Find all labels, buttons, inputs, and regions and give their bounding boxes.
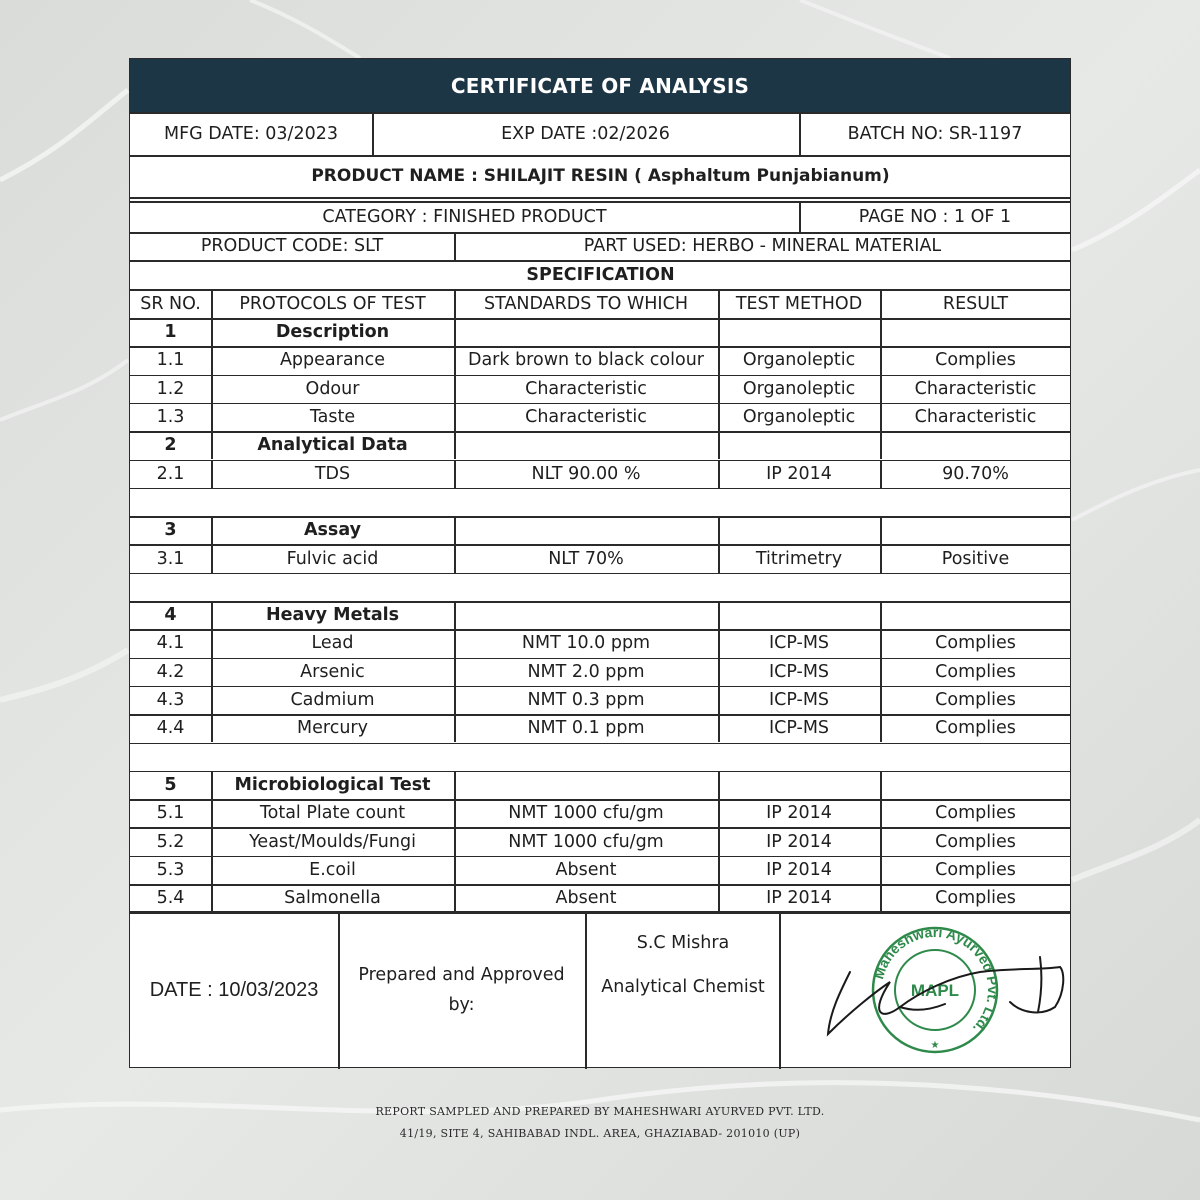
rule <box>718 346 720 374</box>
rule <box>880 856 882 884</box>
sr-no-cell: 3 <box>164 520 177 541</box>
rule <box>130 197 1071 199</box>
method-cell: ICP-MS <box>768 633 830 654</box>
sr-no-cell: 1.2 <box>156 378 185 399</box>
rule <box>454 714 456 742</box>
protocol-cell: Odour <box>305 378 360 399</box>
rule <box>454 629 456 657</box>
rule <box>880 375 882 403</box>
rule <box>211 686 213 714</box>
protocol-cell: Analytical Data <box>257 435 408 456</box>
rule <box>718 544 720 572</box>
standard-cell <box>454 601 718 629</box>
rule <box>130 112 1071 114</box>
rule <box>880 403 882 431</box>
protocol-cell: Fulvic acid <box>286 548 379 569</box>
rule <box>718 403 720 431</box>
rule <box>211 289 213 318</box>
sr-no-cell: 5.3 <box>156 859 185 880</box>
rule <box>880 827 882 855</box>
rule <box>372 113 374 155</box>
standard-cell: NMT 10.0 ppm <box>521 633 651 654</box>
rule <box>880 601 882 629</box>
rule <box>880 289 882 318</box>
rule <box>718 375 720 403</box>
protocol-cell: Total Plate count <box>259 803 406 824</box>
rule <box>211 658 213 686</box>
rule <box>718 516 720 544</box>
category: CATEGORY : FINISHED PRODUCT <box>322 206 607 227</box>
standard-cell <box>454 431 718 459</box>
rule <box>130 232 1071 234</box>
method-cell <box>718 431 880 459</box>
rule <box>211 771 213 799</box>
rule <box>718 856 720 884</box>
method-cell: IP 2014 <box>766 831 832 852</box>
protocol-cell: Assay <box>303 520 362 541</box>
protocol-cell: Mercury <box>297 718 368 739</box>
method-cell: Organoleptic <box>742 378 856 399</box>
rule <box>454 884 456 912</box>
certificate-title: CERTIFICATE OF ANALYSIS <box>130 59 1070 112</box>
method-cell: IP 2014 <box>766 463 832 484</box>
stamp-star-icon: ★ <box>930 1040 940 1051</box>
protocol-cell: Yeast/Moulds/Fungi <box>249 831 416 852</box>
result-cell: Characteristic <box>914 378 1037 399</box>
rule <box>718 686 720 714</box>
method-cell <box>718 318 880 346</box>
rule <box>211 460 213 488</box>
method-cell <box>718 601 880 629</box>
result-cell: Positive <box>941 548 1010 569</box>
method-cell: ICP-MS <box>768 718 830 739</box>
result-cell <box>880 601 1071 629</box>
protocol-cell: Appearance <box>279 350 386 371</box>
signature-and-stamp <box>780 912 1070 1067</box>
rule <box>211 403 213 431</box>
rule <box>211 346 213 374</box>
product-name: PRODUCT NAME : SHILAJIT RESIN ( Asphaltum Punjabianum) <box>311 166 890 186</box>
protocol-cell: Salmonella <box>284 888 381 909</box>
method-cell: Organoleptic <box>742 407 856 428</box>
rule <box>718 431 720 459</box>
standard-cell: Characteristic <box>525 378 647 399</box>
rule <box>211 544 213 572</box>
sr-no-cell: 4.4 <box>156 718 185 739</box>
rule <box>454 375 456 403</box>
result-cell <box>880 516 1071 544</box>
sr-no-cell: 4.1 <box>156 633 185 654</box>
prepared-approved-by: Prepared and Approved by: <box>358 965 565 1015</box>
rule <box>880 460 882 488</box>
rule <box>718 658 720 686</box>
footer-line-2: 41/19, SITE 4, SAHIBABAD INDL. AREA, GHAZIABAD- 201010 (UP) <box>399 1127 801 1140</box>
rule <box>880 431 882 459</box>
rule <box>880 686 882 714</box>
rule <box>454 516 456 544</box>
rule <box>454 460 456 488</box>
batch-no: BATCH NO: SR-1197 <box>847 124 1023 144</box>
result-cell: Complies <box>935 888 1016 909</box>
result-cell: Characteristic <box>914 407 1037 428</box>
sr-no-cell: 5 <box>164 774 177 795</box>
chemist-name: S.C Mishra <box>636 933 730 953</box>
report-date: DATE : 10/03/2023 <box>149 978 319 1001</box>
rule <box>130 260 1071 262</box>
rule <box>718 714 720 742</box>
page-number: PAGE NO : 1 OF 1 <box>858 206 1012 227</box>
rule <box>880 771 882 799</box>
protocol-cell: Taste <box>309 407 356 428</box>
result-cell: Complies <box>935 661 1016 682</box>
rule <box>211 375 213 403</box>
protocol-cell: Heavy Metals <box>265 605 400 626</box>
standard-cell <box>454 318 718 346</box>
exp-date: EXP DATE :02/2026 <box>501 124 670 144</box>
rule <box>454 289 456 318</box>
result-cell <box>880 431 1071 459</box>
rule <box>211 629 213 657</box>
sr-no-cell: 4.2 <box>156 661 185 682</box>
rule <box>130 912 1071 914</box>
stamp-center-text: MAPL <box>910 981 960 1000</box>
company-stamp <box>870 924 1001 1052</box>
result-cell: Complies <box>935 831 1016 852</box>
rule <box>211 799 213 827</box>
sr-no-cell: 5.2 <box>156 831 185 852</box>
method-cell <box>718 516 880 544</box>
rule <box>454 658 456 686</box>
rule <box>211 714 213 742</box>
standard-cell <box>454 516 718 544</box>
standard-cell: Absent <box>555 859 617 880</box>
rule <box>454 346 456 374</box>
rule <box>211 827 213 855</box>
standard-cell: NMT 2.0 ppm <box>527 661 645 682</box>
rule <box>880 658 882 686</box>
column-header-standard: STANDARDS TO WHICH <box>484 293 688 314</box>
method-cell: IP 2014 <box>766 888 832 909</box>
protocol-cell: E.coil <box>309 859 356 880</box>
rule <box>454 232 456 260</box>
sr-no-cell: 2 <box>164 435 177 456</box>
part-used: PART USED: HERBO - MINERAL MATERIAL <box>583 236 942 256</box>
rule <box>718 289 720 318</box>
rule <box>880 346 882 374</box>
rule <box>718 629 720 657</box>
method-cell <box>718 771 880 799</box>
sr-no-cell: 4.3 <box>156 690 185 711</box>
result-cell: Complies <box>935 633 1016 654</box>
standard-cell: NMT 0.3 ppm <box>527 690 645 711</box>
result-cell: Complies <box>935 803 1016 824</box>
rule <box>454 686 456 714</box>
rule <box>880 714 882 742</box>
rule <box>718 460 720 488</box>
rule <box>799 201 801 232</box>
standard-cell: NMT 0.1 ppm <box>527 718 645 739</box>
rule <box>880 544 882 572</box>
sr-no-cell: 1 <box>164 322 177 343</box>
method-cell: IP 2014 <box>766 859 832 880</box>
sr-no-cell: 1.1 <box>156 350 185 371</box>
product-code: PRODUCT CODE: SLT <box>200 236 384 256</box>
method-cell: IP 2014 <box>766 803 832 824</box>
specification-heading: SPECIFICATION <box>526 264 675 285</box>
rule <box>130 488 1071 490</box>
protocol-cell: Microbiological Test <box>234 774 431 795</box>
standard-cell <box>454 771 718 799</box>
rule <box>130 743 1071 745</box>
sr-no-cell: 2.1 <box>156 463 185 484</box>
rule <box>211 884 213 912</box>
standard-cell: Characteristic <box>525 407 647 428</box>
method-cell: Titrimetry <box>755 548 843 569</box>
protocol-cell: Description <box>275 322 390 343</box>
rule <box>454 827 456 855</box>
standard-cell: Absent <box>555 888 617 909</box>
standard-cell: NMT 1000 cfu/gm <box>508 803 664 824</box>
result-cell: Complies <box>935 718 1016 739</box>
method-cell: Organoleptic <box>742 350 856 371</box>
protocol-cell: TDS <box>314 463 351 484</box>
rule <box>799 113 801 155</box>
sr-no-cell: 1.3 <box>156 407 185 428</box>
chemist-title: Analytical Chemist <box>601 977 765 997</box>
rule <box>718 601 720 629</box>
rule <box>454 431 456 459</box>
rule <box>718 318 720 346</box>
column-header-protocol: PROTOCOLS OF TEST <box>239 293 426 314</box>
rule <box>718 884 720 912</box>
rule <box>454 856 456 884</box>
column-header-result: RESULT <box>942 293 1009 314</box>
rule <box>718 827 720 855</box>
rule <box>718 799 720 827</box>
rule <box>211 516 213 544</box>
rule <box>130 573 1071 575</box>
rule <box>454 601 456 629</box>
rule <box>211 431 213 459</box>
sr-no-cell: 5.4 <box>156 888 185 909</box>
standard-cell: NLT 70% <box>548 548 624 569</box>
rule <box>130 155 1071 157</box>
rule <box>130 201 1071 203</box>
sr-no-cell: 4 <box>164 605 177 626</box>
protocol-cell: Arsenic <box>300 661 365 682</box>
method-cell: ICP-MS <box>768 661 830 682</box>
rule <box>211 601 213 629</box>
rule <box>338 911 340 1069</box>
sr-no-cell: 5.1 <box>156 803 185 824</box>
mfg-date: MFG DATE: 03/2023 <box>164 124 338 144</box>
standard-cell: Dark brown to black colour <box>467 350 704 371</box>
rule <box>454 318 456 346</box>
sr-no-cell: 3.1 <box>156 548 185 569</box>
rule <box>454 799 456 827</box>
stamp-ring-text: Maheshwari Ayurved Pvt. Ltd. <box>870 923 1002 1037</box>
rule <box>211 856 213 884</box>
column-header-method: TEST METHOD <box>735 293 863 314</box>
footer-line-1: REPORT SAMPLED AND PREPARED BY MAHESHWARI AYURVED PVT. LTD. <box>375 1105 825 1118</box>
protocol-cell: Cadmium <box>290 690 375 711</box>
rule <box>454 403 456 431</box>
rule <box>454 544 456 572</box>
rule <box>880 516 882 544</box>
rule <box>585 911 587 1069</box>
rule <box>211 318 213 346</box>
rule <box>718 771 720 799</box>
rule <box>880 318 882 346</box>
result-cell: Complies <box>935 859 1016 880</box>
result-cell: Complies <box>935 690 1016 711</box>
result-cell <box>880 771 1071 799</box>
column-header-sr-no: SR NO. <box>140 293 201 314</box>
result-cell <box>880 318 1071 346</box>
rule <box>880 884 882 912</box>
standard-cell: NLT 90.00 % <box>531 463 641 484</box>
certificate-sheet <box>129 58 1071 1068</box>
method-cell: ICP-MS <box>768 690 830 711</box>
rule <box>880 629 882 657</box>
standard-cell: NMT 1000 cfu/gm <box>508 831 664 852</box>
rule <box>880 799 882 827</box>
protocol-cell: Lead <box>311 633 354 654</box>
result-cell: 90.70% <box>942 463 1009 484</box>
result-cell: Complies <box>935 350 1016 371</box>
rule <box>454 771 456 799</box>
